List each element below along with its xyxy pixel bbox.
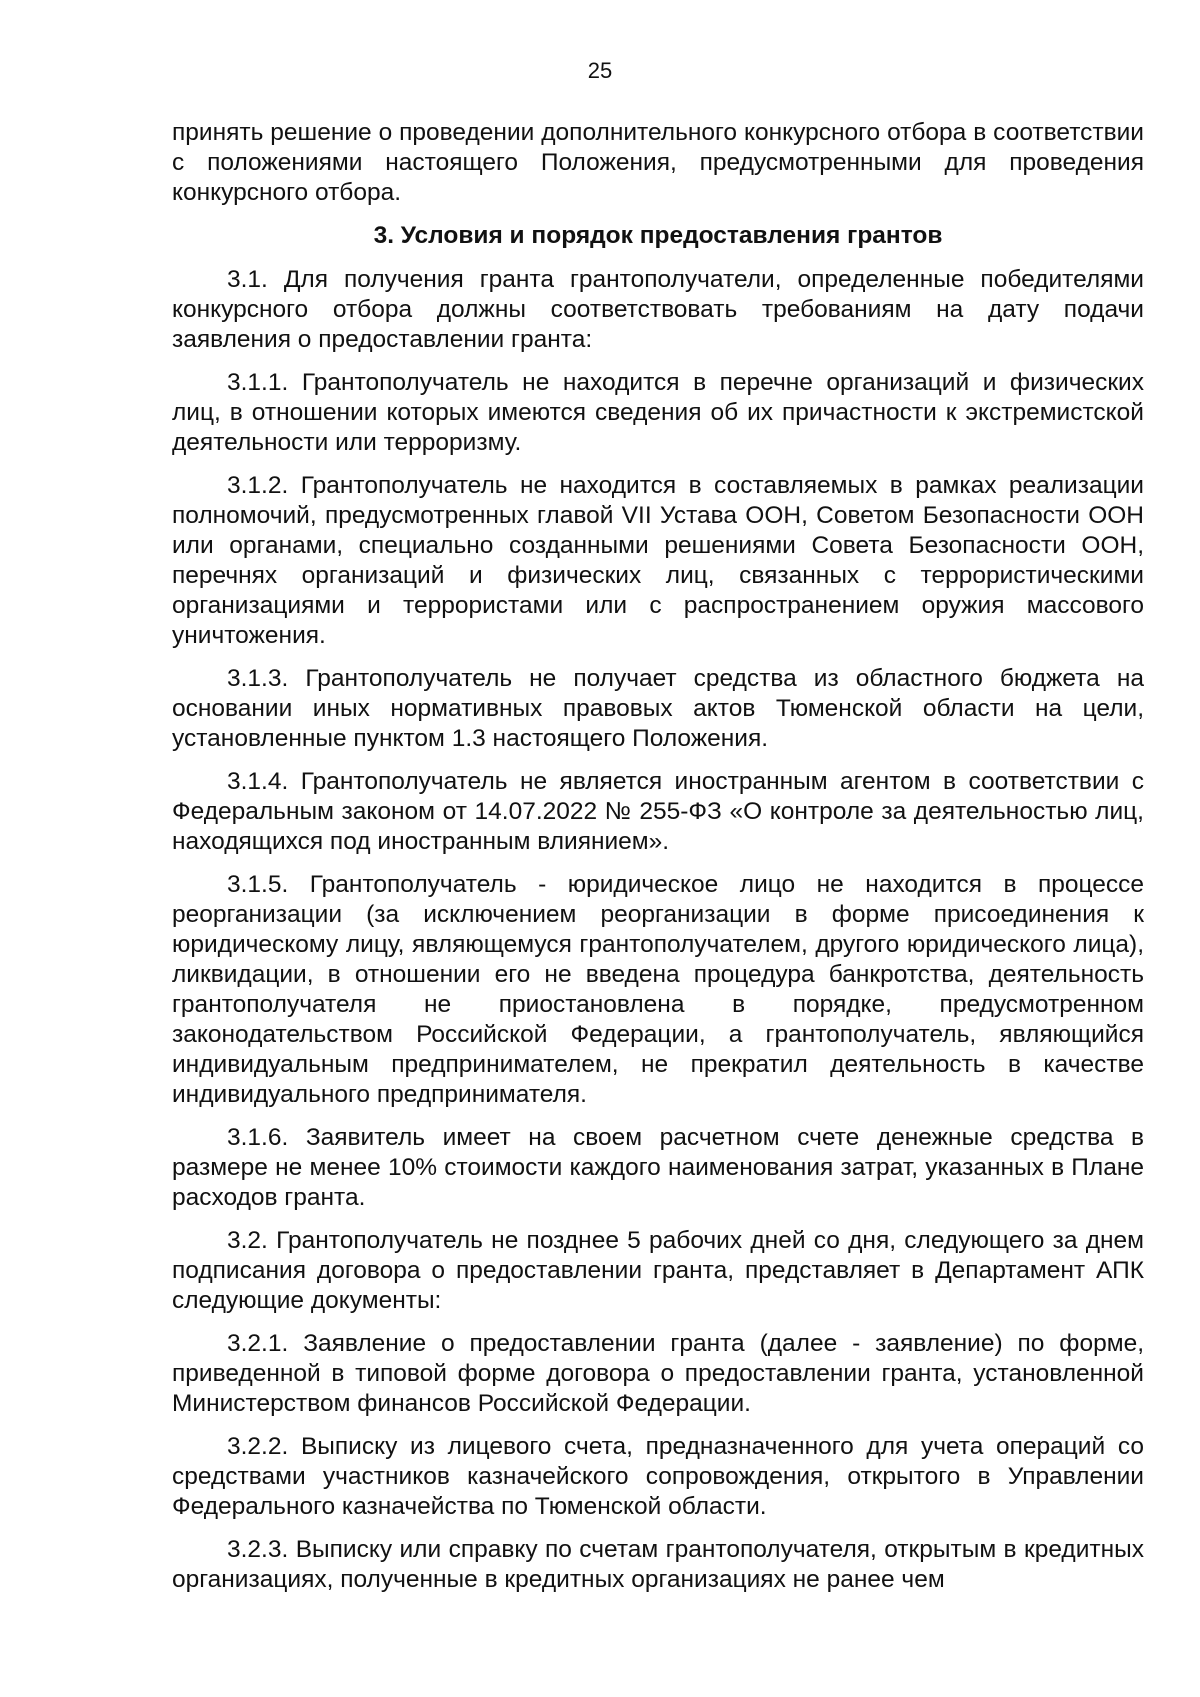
paragraph-3-1-6: 3.1.6. Заявитель имеет на своем расчетном счете денежные средства в размере не менее 10% стоимости каждого наименования затрат, указанных в Плане расходов гранта.: [172, 1124, 1144, 1211]
paragraph-3-2: 3.2. Грантополучатель не позднее 5 рабочих дней со дня, следующего за днем подписания договора о предоставлении гранта, представляет в Департамент АПК следующие документы:: [172, 1227, 1144, 1314]
paragraph-continuation: принять решение о проведении дополнительного конкурсного отбора в соответствии с положениями настоящего Положения, предусмотренными для проведения конкурсного отбора.: [172, 119, 1144, 206]
section-heading: 3. Условия и порядок предоставления грантов: [373, 222, 943, 249]
paragraph-3-1-2: 3.1.2. Грантополучатель не находится в составляемых в рамках реализации полномочий, предусмотренных главой VII Устава ООН, Советом Безопасности ООН или органами, специально созданными решениями Совета Безопасности ООН, перечнях организаций и физических лиц, связанных с террористическими организациями и террористами или с распространением оружия массового уничтожения.: [172, 472, 1144, 649]
paragraph-3-1: 3.1. Для получения гранта грантополучатели, определенные победителями конкурсного отбора должны соответствовать требованиям на дату подачи заявления о предоставлении гранта:: [172, 266, 1144, 353]
page-number: 25: [587, 58, 613, 83]
paragraph-3-1-5: 3.1.5. Грантополучатель - юридическое лицо не находится в процессе реорганизации (за исключением реорганизации в форме присоединения к юридическому лицу, являющемуся грантополучателем, другого юридического лица), ликвидации, в отношении его не введена процедура банкротства, деятельность грантополучателя не приостановлена в порядке, предусмотренном законодательством Российской Федерации, а грантополучатель, являющийся индивидуальным предпринимателем, не прекратил деятельность в качестве индивидуального предпринимателя.: [172, 871, 1144, 1108]
paragraph-3-2-2: 3.2.2. Выписку из лицевого счета, предназначенного для учета операций со средствами участников казначейского сопровождения, открытого в Управлении Федерального казначейства по Тюменской области.: [172, 1433, 1144, 1520]
paragraph-3-1-1: 3.1.1. Грантополучатель не находится в перечне организаций и физических лиц, в отношении которых имеются сведения об их причастности к экстремистской деятельности или терроризму.: [172, 369, 1144, 456]
paragraph-3-1-3: 3.1.3. Грантополучатель не получает средства из областного бюджета на основании иных нормативных правовых актов Тюменской области на цели, установленные пунктом 1.3 настоящего Положения.: [172, 665, 1144, 752]
paragraph-3-1-4: 3.1.4. Грантополучатель не является иностранным агентом в соответствии с Федеральным законом от 14.07.2022 № 255-ФЗ «О контроле за деятельностью лиц, находящихся под иностранным влиянием».: [172, 768, 1144, 855]
document-body: [172, 118, 1144, 1608]
paragraph-3-2-3: 3.2.3. Выписку или справку по счетам грантополучателя, открытым в кредитных организациях, полученные в кредитных организациях не ранее чем: [172, 1536, 1144, 1593]
paragraph-3-2-1: 3.2.1. Заявление о предоставлении гранта (далее - заявление) по форме, приведенной в типовой форме договора о предоставлении гранта, установленной Министерством финансов Российской Федерации.: [172, 1330, 1144, 1417]
